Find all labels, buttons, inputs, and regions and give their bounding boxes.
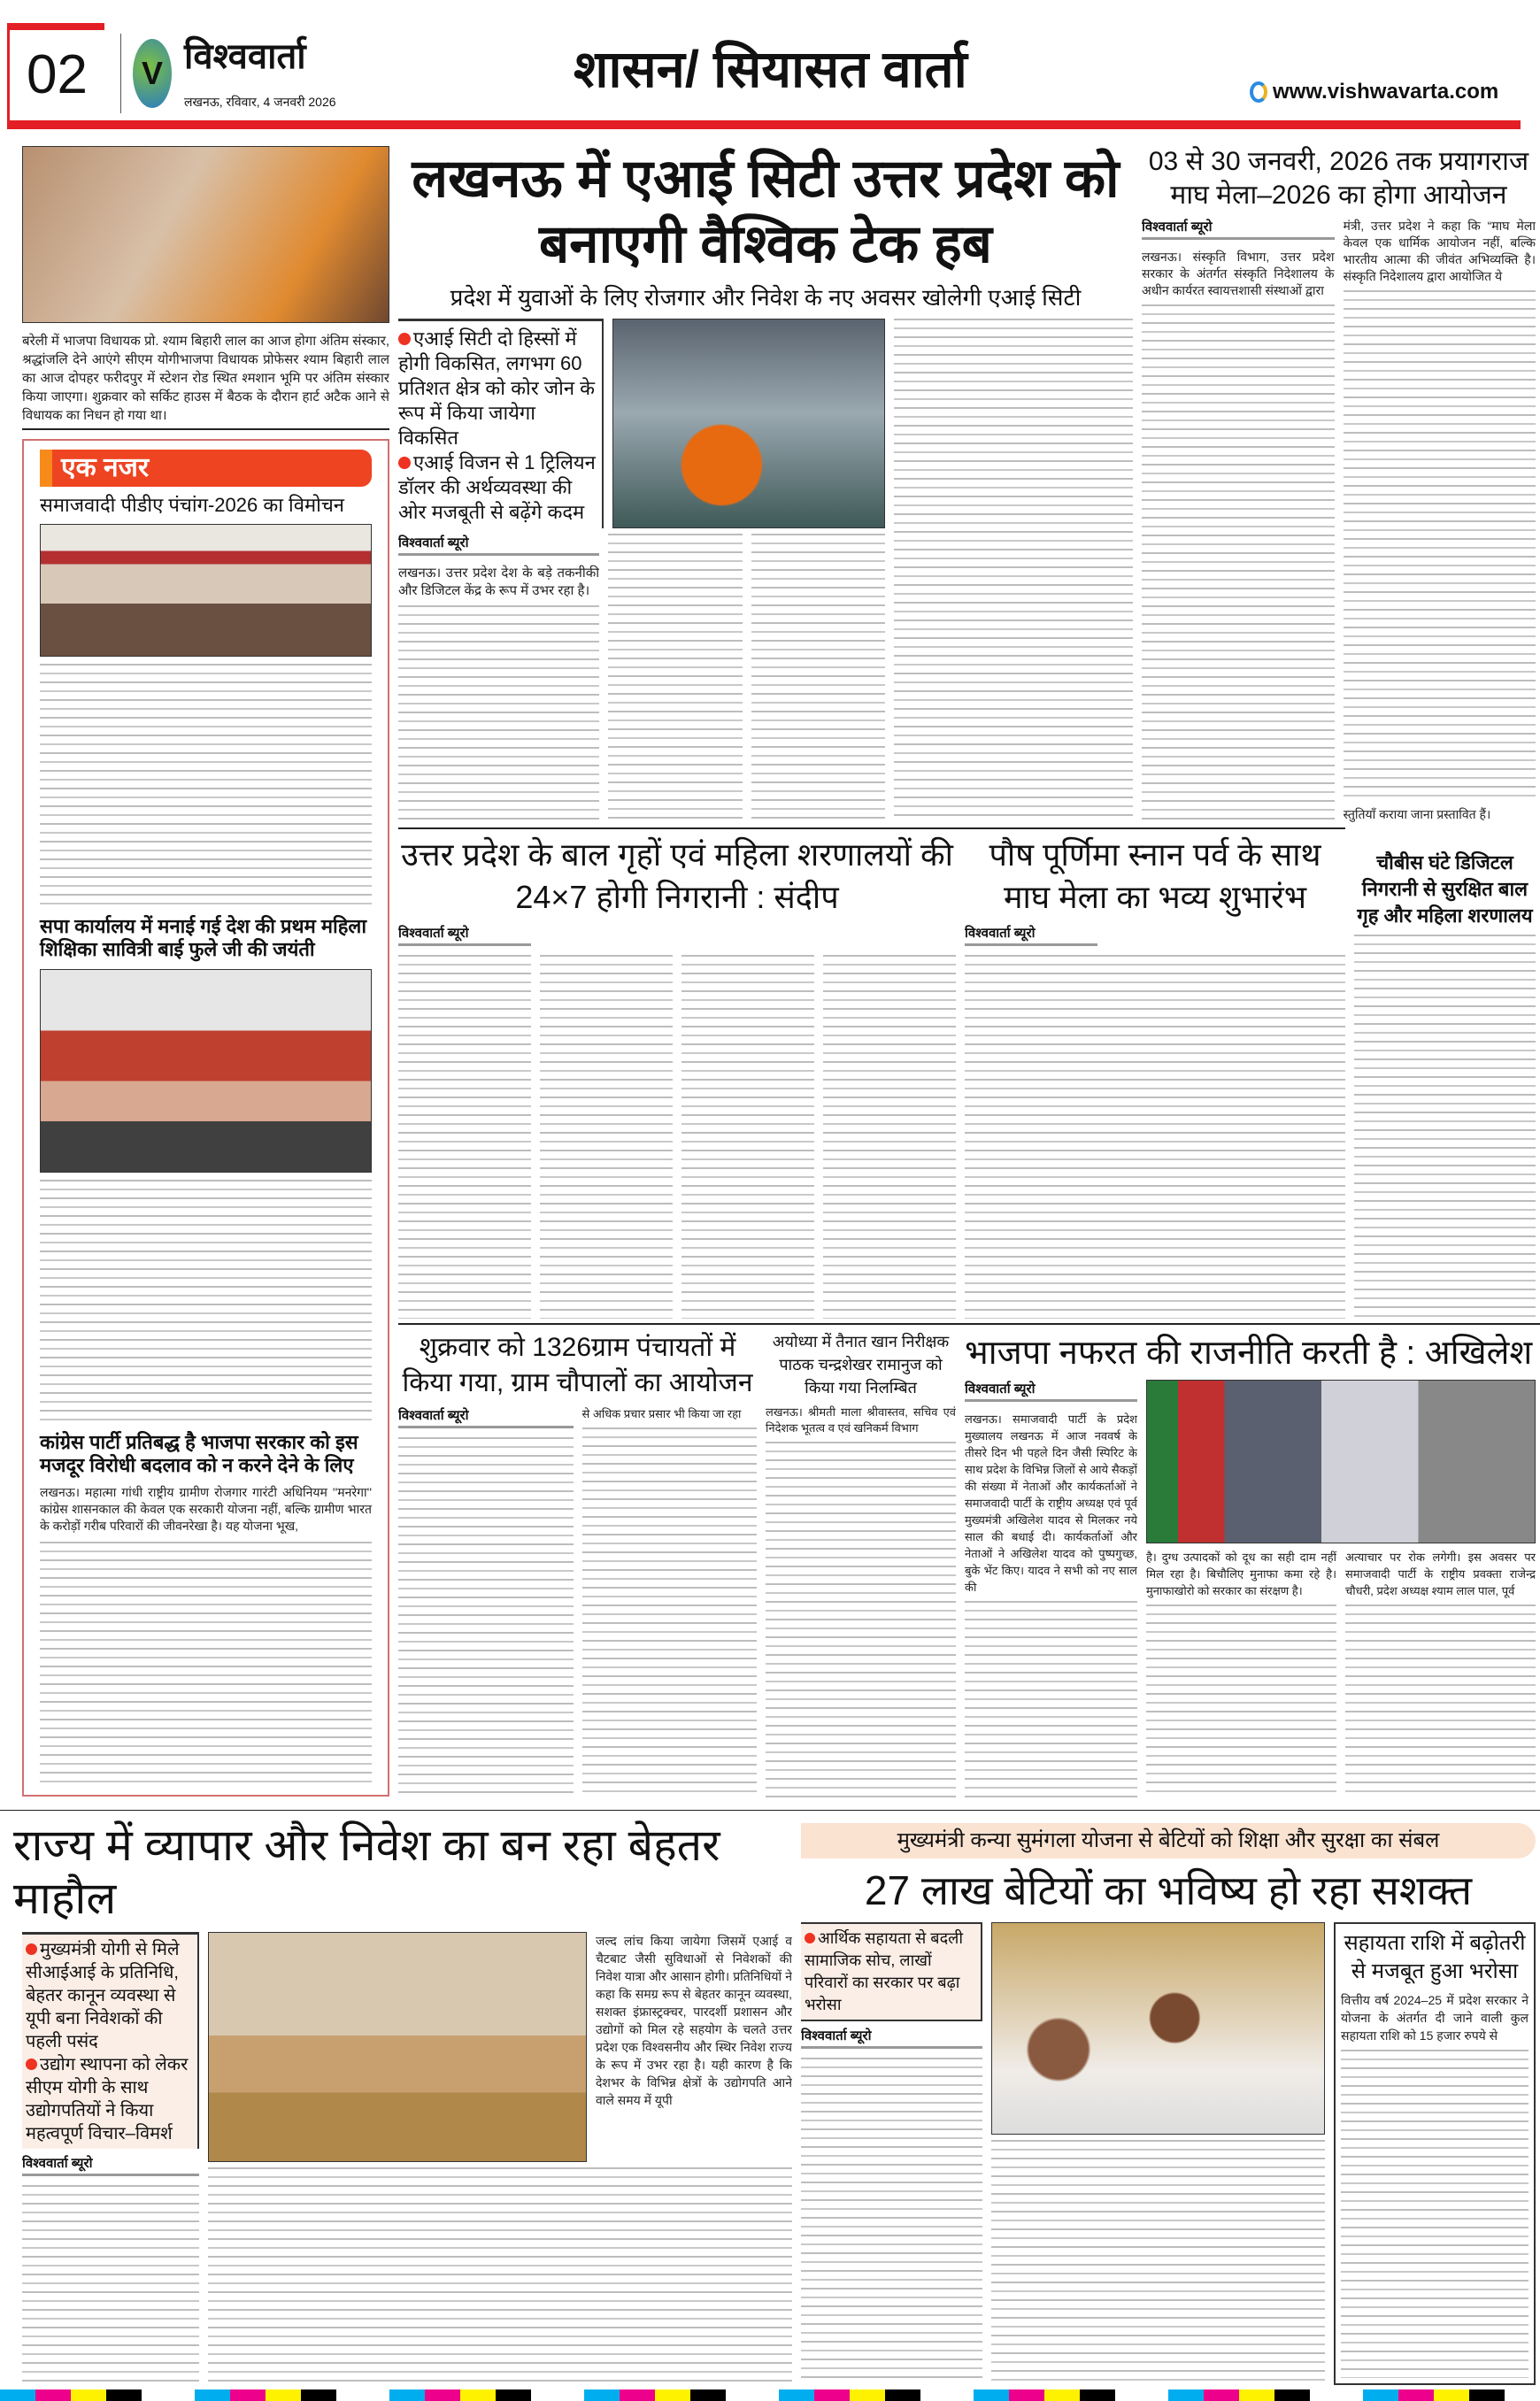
story1-headline: समाजवादी पीडीए पंचांग-2026 का विमोचन bbox=[40, 494, 345, 516]
chaupal-text-row bbox=[398, 1406, 757, 1799]
page-header bbox=[7, 23, 1521, 129]
website-link[interactable]: www.vishwavarta.com bbox=[1273, 80, 1499, 104]
bhajpa-story bbox=[965, 1332, 1536, 1799]
lead-text-row bbox=[398, 534, 885, 823]
bhajpa-text-row bbox=[1146, 1549, 1536, 1799]
story3-headline: कांग्रेस पार्टी प्रतिबद्ध है भाजपा सरकार को इस मजदूर विरोधी बदलाव को न करने देने के लिए bbox=[40, 1430, 358, 1476]
daughters-text-col-1: आर्थिक सहायता से बदली सामाजिक सोच, लाखों परिवारों का सरकार पर बढ़ा भरोसा विश्ववार्ता ब्यूरो bbox=[801, 1922, 982, 2385]
investment-left: मुख्यमंत्री योगी से मिले सीआईआई के प्रतिनिधि, बेहतर कानून व्यवस्था से यूपी बना निवेशकों की पहली पसंद उद्योग स्थापना को लेकर सीएम योगी के साथ उद्योगपतियों ने किया महत्वपूर्ण विचार–विमर्श विश्ववार्ता ब्यूरो bbox=[22, 1932, 199, 2385]
lead-text-col-2 bbox=[608, 534, 742, 823]
bal-grih-headline: उत्तर प्रदेश के बाल गृहों एवं महिला शरणालयों की 24×7 होगी निगरानी : संदीप bbox=[401, 836, 953, 915]
photo-schoolgirls bbox=[991, 1922, 1325, 2135]
investment-text: जल्द लांच किया जायेगा जिसमें एआई व चैटबाट जैसी सुविधाओं से निवेशकों की निवेश यात्रा और आसान होगी। प्रतिनिधियों ने कहा कि समग्र रूप से बेहतर कानून व्यवस्था, सशक्त इंफ्रास्ट्रक्चर, पारदर्शी प्रशासन और उद्योगों को मिल रहे सहयोग के चलते उत्तर प्रदेश एक विश्वसनीय और स्थिर निवेश राज्य के रूप में उभर रहा है। यही कारण है कि देशभर के विभिन्न क्षेत्रों के उद्योगपति आने वाले समय में यूपी bbox=[596, 1934, 792, 2107]
paush-story: पौष पूर्णिमा स्नान पर्व के साथ माघ मेला का भव्य शुभारंभ विश्ववार्ता ब्यूरो bbox=[965, 834, 1345, 1319]
bhajpa-text-col-1: विश्ववार्ता ब्यूरो लखनऊ। समाजवादी पार्टी के प्रदेश मुख्यालय लखनऊ में आज नववर्ष के तीसरे दिन भी पहले दिन जैसी स्पिरिट के साथ प्रदेश के विभिन्न जिलों से आये सैकड़ों की संख्या में नेताओं और कार्यकर्ताओं ने समाजवादी पार्टी के राष्ट्रीय अध्यक्ष एवं पूर्व मुख्यमंत्री अखिलेश यादव से मिलकर नये साल की बधाई दी। कार्यकर्ताओं और नेताओं ने अखिलेश यादव को पुष्पगुच्छ, बुके भेंट किए। यादव ने सभी को नए साल की bbox=[965, 1380, 1137, 1799]
assistance-box: सहायता राशि में बढ़ोतरी से मजबूत हुआ भरोसा वित्तीय वर्ष 2024–25 में प्रदेश सरकार ने योजना के अंतर्गत दी जाने वाली कुल सहायता राशि को 15 हजार रुपये से bbox=[1334, 1922, 1536, 2385]
bullet: एआई सिटी दो हिस्सों में होगी विकसित, लगभग 60 प्रतिशत क्षेत्र को कोर जोन के रूप में किया जायेगा विकसित bbox=[398, 327, 596, 450]
magh-text-row bbox=[1142, 218, 1536, 823]
magh-text-col-2: मंत्री, उत्तर प्रदेश ने कहा कि “माघ मेला केवल एक धार्मिक आयोजन नहीं, बल्कि भारतीय आत्मा की जीवंत अभिव्यक्ति है। संस्कृति निदेशालय द्वारा आयोजित ये स्तुतियाँ कराया जाना प्रस्तावित हैं। bbox=[1343, 219, 1536, 821]
daughters-headline: 27 लाख बेटियों का भविष्य हो रहा सशक्त bbox=[864, 1867, 1473, 1913]
lead-subhead: प्रदेश में युवाओं के लिए रोजगार और निवेश के नए अवसर खोलेगी एआई सिटी bbox=[450, 284, 1082, 311]
surveillance-text bbox=[1354, 935, 1536, 1319]
bullet-dot-icon bbox=[398, 333, 411, 345]
box-title: एक नजर bbox=[40, 450, 372, 487]
bhajpa-text-col-2: है। दुग्ध उत्पादकों को दूध का सही दाम नहीं मिल रहा है। बिचौलिए मुनाफा कमा रहे है। मुनाफाखोरो को सरकार का संरक्षण है। bbox=[1146, 1549, 1336, 1799]
chaupal-text-col-1: विश्ववार्ता ब्यूरो bbox=[398, 1406, 574, 1799]
digital-surveillance-story bbox=[1354, 850, 1536, 1319]
lead-text-col-4 bbox=[894, 319, 1133, 823]
sumangla-story bbox=[801, 1823, 1536, 2385]
sumangla-banner: मुख्यमंत्री कन्या सुमंगला योजना से बेटियों को शिक्षा और सुरक्षा का संबल bbox=[801, 1823, 1536, 1858]
paush-purnima-headline: पौष पूर्णिमा स्नान पर्व के साथ माघ मेला का भव्य शुभारंभ bbox=[989, 836, 1321, 915]
story3-text: लखनऊ। महात्मा गांधी राष्ट्रीय ग्रामीण रोजगार गारंटी अधिनियम ''मनरेगा'' कांग्रेस शासनकाल की केवल एक सरकारी योजना नहीं, बल्कि ग्रामीण भारत के करोड़ों गरीब परिवारों की जीवनरेखा है। यह योजना भूख, bbox=[40, 1485, 372, 1534]
lead-body bbox=[398, 319, 1133, 823]
bullet: एआई विजन से 1 ट्रिलियन डॉलर की अर्थव्यवस्था की ओर मजबूती से बढ़ेंगे कदम bbox=[398, 451, 596, 524]
lead-text-col-1: विश्ववार्ता ब्यूरो लखनऊ। उत्तर प्रदेश देश के बड़े तकनीकी और डिजिटल केंद्र के रूप में उभर रहा है। bbox=[398, 534, 599, 823]
top-caption: बरेली में भाजपा विधायक प्रो. श्याम बिहारी लाल का आज होगा अंतिम संस्कार, श्रद्धांजलि देने आएंगे सीएम योगीभाजपा विधायक प्रोफेसर श्याम बिहारी लाल का आज दोपहर फरीदपुर में स्टेशन रोड स्थित श्मशान भूमि पर अंतिम संस्कार किया जाएगा। शुक्रवार को सर्किट हाउस में बैठक के दौरान हार्ट अटैक आने से विधायक का निधन हो गया था। bbox=[22, 332, 389, 430]
magh-text-col-1: विश्ववार्ता ब्यूरो लखनऊ। संस्कृति विभाग, उत्तर प्रदेश सरकार के अंतर्गत संस्कृति निदेशालय के अधीन कार्यरत स्वायत्तशासी संस्थाओं द्वारा bbox=[1142, 218, 1335, 823]
bhajpa-body bbox=[965, 1380, 1536, 1799]
photo-akhilesh-meeting bbox=[1146, 1380, 1536, 1543]
bal-grih-text bbox=[398, 955, 956, 1319]
daughters-bullet: आर्थिक सहायता से बदली सामाजिक सोच, लाखों परिवारों का सरकार पर बढ़ा भरोसा bbox=[801, 1922, 982, 2021]
logo-icon: V bbox=[133, 39, 172, 108]
investment-top-row bbox=[208, 1932, 792, 2162]
story2-text bbox=[40, 1180, 372, 1424]
dateline: लखनऊ, रविवार, 4 जनवरी 2026 bbox=[184, 95, 336, 109]
magh-mela-story bbox=[1142, 145, 1536, 823]
paper-name: विश्ववार्ता bbox=[184, 37, 306, 76]
bullet-dot-icon bbox=[26, 1943, 37, 1955]
lead-bullets bbox=[398, 319, 604, 528]
left-column bbox=[22, 146, 389, 1797]
chaupal-text-col-2: से अधिक प्रचार प्रसार भी किया जा रहा bbox=[582, 1406, 758, 1799]
daughters-text-col-2 bbox=[991, 1922, 1325, 2385]
browser-icon bbox=[1250, 81, 1267, 103]
bullet: मुख्यमंत्री योगी से मिले सीआईआई के प्रतिनिधि, बेहतर कानून व्यवस्था से यूपी बना निवेशकों की पहली पसंद bbox=[26, 1940, 180, 2051]
bullet: उद्योग स्थापना को लेकर सीएम योगी के साथ उद्योगपतियों ने किया महत्वपूर्ण विचार–विमर्श bbox=[26, 2055, 189, 2143]
bal-grih-story: उत्तर प्रदेश के बाल गृहों एवं महिला शरणालयों की 24×7 होगी निगरानी : संदीप विश्ववार्ता ब्यूरो bbox=[398, 834, 956, 1319]
story3-text-cont bbox=[40, 1542, 372, 1786]
ayodhya-headline: अयोध्या में तैनात खान निरीक्षक पाठक चन्द्रशेखर रामानुज को किया गया निलम्बित bbox=[772, 1333, 950, 1397]
lead-text-col-3 bbox=[751, 534, 885, 823]
digital-surveillance-headline: चौबीस घंटे डिजिटल निगरानी से सुरक्षित बाल गृह और महिला शरणालय bbox=[1357, 851, 1533, 927]
photo-cm-tribute bbox=[22, 146, 389, 323]
investment-story bbox=[13, 1819, 792, 2385]
page-number: 02 bbox=[27, 44, 88, 105]
bhajpa-text-col-3: अत्याचार पर रोक लगेगी। इस अवसर पर समाजवादी पार्टी के राष्ट्रीय प्रवक्ता राजेन्द्र चौधरी, प्रदेश अध्यक्ष श्याम लाल पाल, पूर्व bbox=[1345, 1549, 1536, 1799]
lead-top-row bbox=[398, 319, 885, 528]
lead-headline: लखनऊ में एआई सिटी उत्तर प्रदेश को बनाएगी वैश्विक टेक हब bbox=[412, 149, 1120, 273]
bhajpa-headline: भाजपा नफरत की राजनीति करती है : अखिलेश bbox=[965, 1335, 1533, 1372]
header-rule bbox=[7, 120, 1521, 129]
ayodhya-text: लखनऊ। श्रीमती माला श्रीवास्तव, सचिव एवं निदेशक भूतत्व व एवं खनिकर्म विभाग bbox=[766, 1405, 956, 1435]
investment-right bbox=[208, 1932, 792, 2385]
red-corner bbox=[7, 23, 104, 30]
bullet-dot-icon bbox=[805, 1933, 815, 1943]
investment-text-col-1 bbox=[22, 2185, 199, 2385]
daughters-body bbox=[801, 1922, 1536, 2385]
investment-headline: राज्य में व्यापार और निवेश का बन रहा बेहतर माहौल bbox=[13, 1820, 720, 1923]
bhajpa-right-area bbox=[1146, 1380, 1536, 1799]
section-title: शासन/ सियासत वार्ता bbox=[574, 41, 967, 98]
bullet-dot-icon bbox=[398, 457, 411, 469]
bullet-dot-icon bbox=[26, 2059, 37, 2070]
story1-text bbox=[40, 664, 372, 908]
photo-savitribai-jayanti bbox=[40, 969, 372, 1173]
story2-headline: सपा कार्यालय में मनाई गई देश की प्रथम महिला शिक्षिका सावित्री बाई फुले जी की जयंती bbox=[40, 915, 367, 961]
photo-ai-city bbox=[612, 319, 885, 528]
gram-chaupal-headline: शुक्रवार को 1326ग्राम पंचायतों में किया गया, ग्राम चौपालों का आयोजन bbox=[402, 1333, 753, 1397]
paush-text bbox=[965, 955, 1345, 1319]
magh-mela-headline: 03 से 30 जनवरी, 2026 तक प्रयागराज माघ मेला–2026 का होगा आयोजन bbox=[1148, 147, 1529, 210]
registration-bar bbox=[0, 2389, 1540, 2401]
investment-bullets bbox=[22, 1932, 199, 2149]
ek-nazar-box bbox=[22, 439, 389, 1797]
investment-text-col-2 bbox=[208, 2167, 792, 2385]
lead-left-area bbox=[398, 319, 885, 823]
investment-body bbox=[13, 1932, 792, 2385]
gram-chaupal-story bbox=[398, 1330, 757, 1799]
photo-panchang-launch bbox=[40, 524, 372, 657]
photo-cii-meeting bbox=[208, 1932, 587, 2162]
lead-story bbox=[398, 146, 1133, 823]
ayodhya-story bbox=[766, 1330, 956, 1799]
